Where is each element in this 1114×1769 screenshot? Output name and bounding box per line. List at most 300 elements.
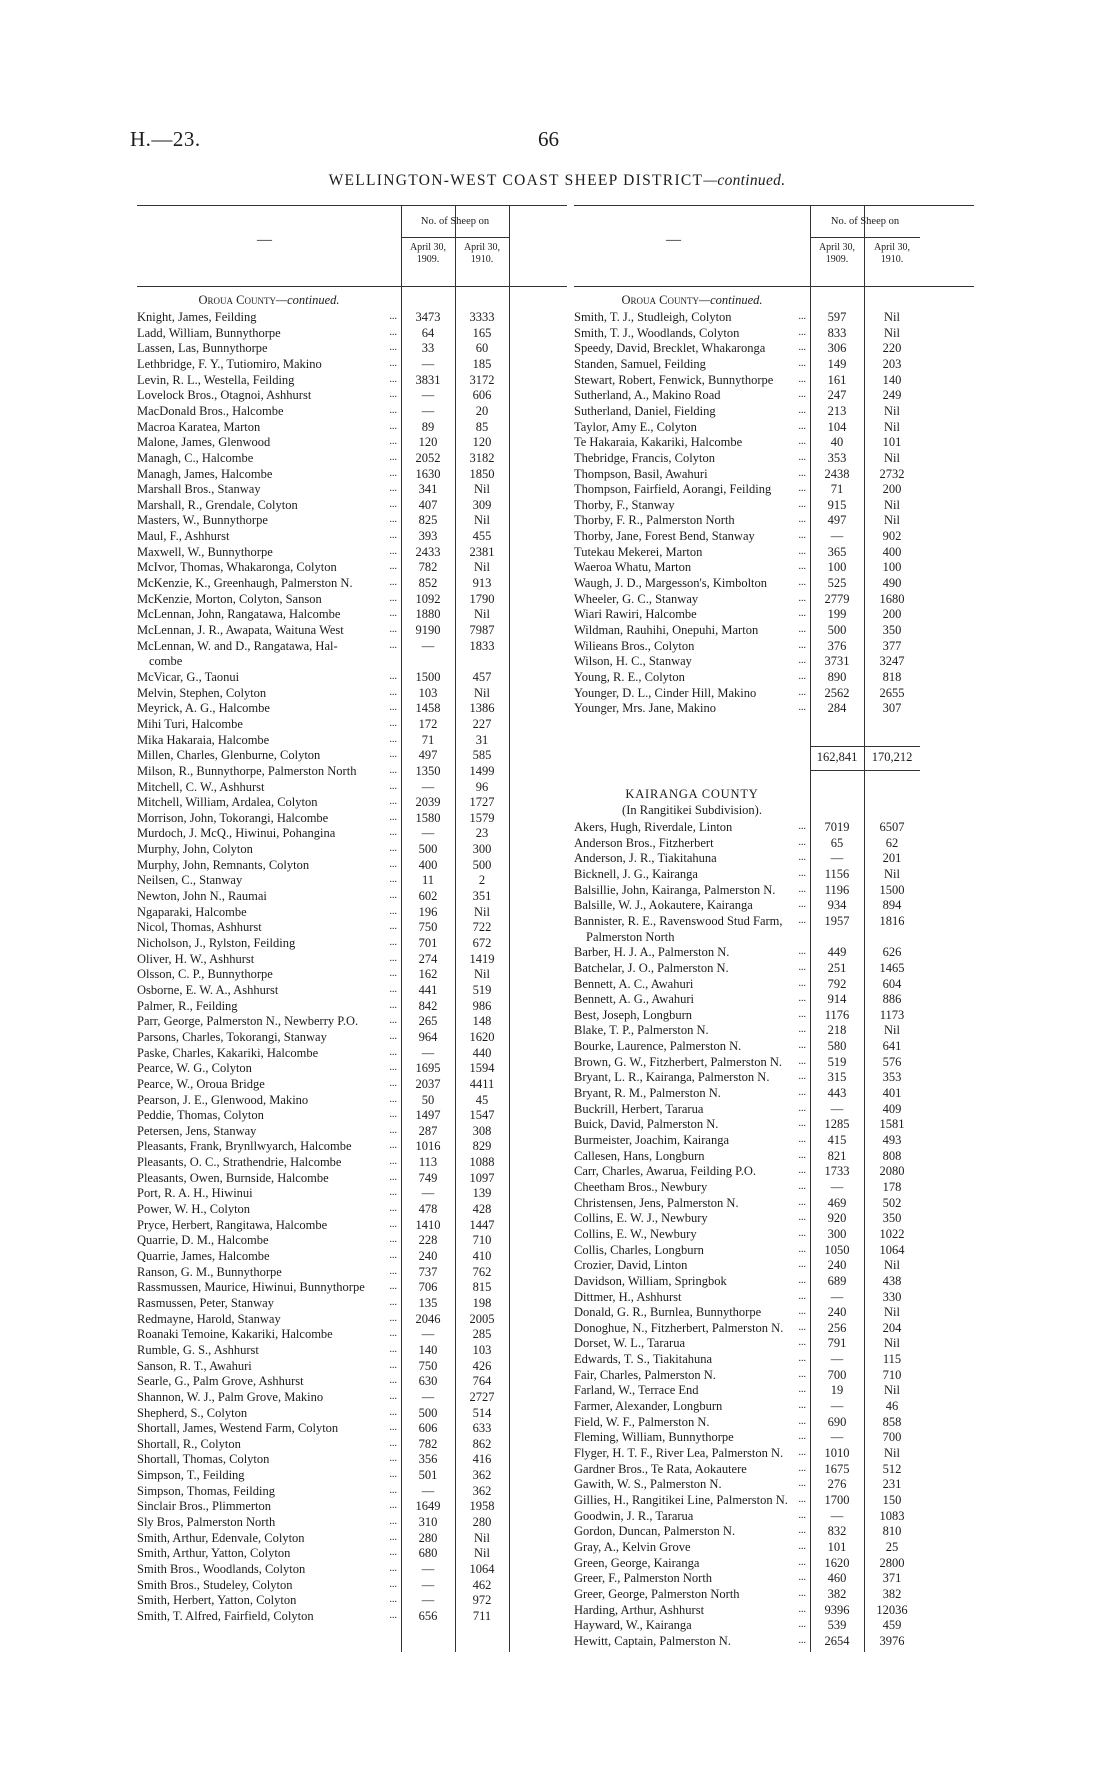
leader-dots: ...	[798, 1525, 806, 1537]
owner-name: Knight, James, Feilding	[137, 310, 257, 324]
table-row	[574, 1429, 920, 1445]
sheep-1910: 350	[882, 1211, 902, 1226]
owner-name: Paske, Charles, Kakariki, Halcombe	[137, 1045, 319, 1060]
owner-name: Murphy, John, Remnants, Colyton	[137, 857, 310, 872]
sheep-1909: 1580	[415, 810, 441, 825]
table-row	[137, 1561, 509, 1577]
owner-name: Thorby, Jane, Forest Bend, Stanway	[574, 529, 755, 544]
sheep-1909: 365	[827, 544, 847, 559]
table-row	[137, 1577, 509, 1593]
sheep-1909: 500	[418, 1405, 438, 1420]
table-row	[137, 700, 509, 716]
sheep-1909: 9190	[415, 623, 441, 637]
sheep-1910: 428	[472, 1202, 492, 1217]
owner-name: Taylor, Amy E., Colyton	[574, 419, 697, 434]
sheep-1909: —	[830, 1430, 844, 1445]
leader-dots: ...	[798, 899, 806, 911]
table-row	[137, 512, 509, 528]
sheep-1910: 200	[882, 482, 902, 497]
right-table-header	[574, 205, 974, 287]
leader-dots: ...	[798, 1040, 806, 1052]
leader-dots: ...	[389, 1250, 397, 1261]
owner-name: Crozier, David, Linton	[574, 1258, 688, 1273]
leader-dots: ...	[798, 836, 806, 848]
leader-dots: ...	[389, 436, 397, 448]
right-header-dash: —	[666, 232, 681, 248]
leader-dots: ...	[389, 373, 397, 385]
table-row	[574, 1163, 920, 1179]
table-row	[574, 1586, 920, 1602]
sheep-1910: 3182	[469, 450, 495, 465]
table-row	[137, 872, 509, 888]
sheep-1910: 818	[882, 669, 902, 684]
sheep-1909: 750	[418, 920, 438, 935]
sheep-1909: 460	[827, 1571, 847, 1586]
table-row	[574, 1382, 920, 1398]
owner-name: Harding, Arthur, Ashhurst	[574, 1602, 705, 1617]
leader-dots: ...	[389, 311, 397, 322]
sheep-1909: 218	[827, 1023, 847, 1038]
table-row	[574, 419, 920, 435]
table-row	[574, 1461, 920, 1477]
sheep-1909: —	[421, 388, 435, 403]
sheep-1909: 690	[827, 1414, 847, 1429]
sheep-1910: 20	[475, 403, 489, 418]
leader-dots: ...	[389, 1547, 397, 1559]
left-section-heading: Oroua County—continued.	[198, 293, 340, 307]
owner-name: Bannister, R. E., Ravenswood Stud Farm,	[574, 913, 783, 928]
owner-name: Waugh, J. D., Margesson's, Kimbolton	[574, 576, 768, 591]
sheep-1910: Nil	[474, 482, 490, 497]
sheep-1910: 280	[472, 1515, 492, 1530]
table-row	[137, 1608, 509, 1624]
sheep-1909: —	[830, 1352, 844, 1367]
table-row	[137, 544, 509, 560]
table-row	[137, 309, 509, 325]
owner-name: Dorset, W. L., Tararua	[574, 1336, 686, 1351]
leader-dots: ...	[389, 639, 397, 651]
owner-name: Fleming, William, Bunnythorpe	[574, 1430, 734, 1445]
sheep-1910: 576	[882, 1054, 902, 1069]
leader-dots: ...	[389, 1124, 397, 1136]
leader-dots: ...	[798, 821, 806, 832]
owner-name: Smith, Arthur, Yatton, Colyton	[137, 1546, 291, 1561]
sheep-1910: 309	[472, 497, 492, 512]
sheep-1909: 101	[827, 1539, 847, 1554]
sheep-1910: 3172	[469, 372, 495, 387]
leader-dots: ...	[389, 357, 397, 369]
sheep-1910: 200	[882, 607, 902, 622]
leader-dots: ...	[798, 1415, 806, 1427]
leader-dots: ...	[389, 530, 397, 542]
table-row	[137, 1498, 509, 1514]
sheep-1909: —	[421, 1577, 435, 1592]
sheep-1909: 1630	[415, 466, 441, 481]
leader-dots: ...	[798, 1055, 806, 1067]
table-row	[574, 1335, 920, 1351]
sheep-1909: 1675	[824, 1461, 850, 1476]
sheep-1910: Nil	[884, 866, 900, 881]
sheep-1910: 103	[472, 1342, 492, 1357]
leader-dots: ...	[389, 1437, 397, 1449]
table-row	[137, 434, 509, 450]
sheep-1910: 62	[885, 835, 899, 850]
sheep-1910: Nil	[884, 1336, 900, 1351]
sheep-1909: 172	[418, 716, 438, 731]
owner-name: Bennett, A. G., Awahuri	[574, 992, 695, 1007]
owner-name: Macroa Karatea, Marton	[137, 419, 261, 434]
sheep-1910: 2655	[879, 685, 905, 700]
sheep-1909: 2052	[415, 450, 441, 465]
leader-dots: ...	[389, 1077, 397, 1089]
sheep-1910: 711	[472, 1608, 492, 1623]
sheep-1910: Nil	[474, 685, 490, 700]
table-row	[137, 1483, 509, 1499]
owner-name: Thompson, Basil, Awahuri	[574, 466, 708, 481]
table-row	[137, 497, 509, 513]
sheep-1909: 825	[418, 513, 438, 528]
leader-dots: ...	[798, 946, 806, 958]
table-row	[574, 575, 920, 591]
leader-dots: ...	[798, 1619, 806, 1631]
leader-dots: ...	[389, 1469, 397, 1481]
sheep-1910: Nil	[884, 450, 900, 465]
owner-name: Te Hakaraia, Kakariki, Halcombe	[574, 435, 743, 450]
sheep-1909: 265	[418, 1014, 438, 1029]
sheep-1910: 351	[472, 889, 492, 904]
table-row	[137, 1013, 509, 1029]
owner-name: Collis, Charles, Longburn	[574, 1242, 704, 1257]
leader-dots: ...	[389, 389, 397, 401]
table-row	[137, 794, 509, 810]
sheep-1910: 12036	[876, 1602, 908, 1617]
sheep-1910: 1088	[469, 1155, 495, 1170]
owner-name: Wilson, H. C., Stanway	[574, 654, 692, 669]
sheep-1909: 140	[418, 1342, 438, 1357]
sheep-1910: 330	[882, 1289, 902, 1304]
leader-dots: ...	[798, 561, 806, 573]
table-row	[137, 1264, 509, 1280]
sheep-1910: 633	[472, 1421, 492, 1436]
leader-dots: ...	[798, 1337, 806, 1349]
owner-name: Parsons, Charles, Tokorangi, Stanway	[137, 1029, 327, 1044]
sheep-1910: 148	[472, 1014, 492, 1029]
table-row	[574, 1320, 920, 1336]
sheep-1909: —	[421, 356, 435, 371]
leader-dots: ...	[389, 1422, 397, 1434]
sheep-1910: 25	[885, 1539, 899, 1554]
leader-dots: ...	[798, 655, 806, 667]
sheep-1909: —	[830, 1179, 844, 1194]
sheep-1909: 356	[418, 1452, 438, 1467]
table-row	[574, 1445, 920, 1461]
owner-name: Donoghue, N., Fitzherbert, Palmerston N.	[574, 1320, 784, 1335]
sheep-1909: 300	[827, 1226, 847, 1241]
sheep-1910: Nil	[474, 1546, 490, 1561]
table-row	[574, 1116, 920, 1132]
table-row	[137, 1405, 509, 1421]
owner-name: Stewart, Robert, Fenwick, Bunnythorpe	[574, 372, 774, 387]
sheep-1910: Nil	[884, 1305, 900, 1320]
table-row	[137, 387, 509, 403]
sheep-1909: 407	[418, 497, 438, 512]
table-row	[574, 866, 920, 882]
sheep-1910: 808	[882, 1148, 902, 1163]
table-row	[574, 1022, 920, 1038]
table-row	[574, 882, 920, 898]
leader-dots: ...	[389, 624, 397, 635]
sheep-1910: 6507	[879, 820, 905, 834]
sheep-1909: 2039	[415, 795, 441, 810]
leader-dots: ...	[798, 1024, 806, 1036]
owner-name: Nicholson, J., Rylston, Feilding	[137, 936, 296, 950]
sheep-1910: 2727	[469, 1389, 495, 1404]
sheep-1909: 353	[827, 450, 847, 465]
table-row	[574, 944, 920, 960]
leader-dots: ...	[389, 858, 397, 870]
owner-name: Port, R. A. H., Hiwinui	[137, 1186, 253, 1201]
owner-name: Parr, George, Palmerston N., Newberry P.O.	[137, 1014, 359, 1029]
owner-name: Hayward, W., Kairanga	[574, 1618, 692, 1633]
sheep-1910: 829	[472, 1139, 492, 1154]
sheep-1909: 700	[827, 1367, 847, 1382]
table-row	[137, 466, 509, 482]
sheep-1910: 101	[882, 435, 902, 450]
owner-name: Quarrie, James, Halcombe	[137, 1249, 270, 1263]
owner-name: McLennan, W. and D., Rangatawa, Hal-	[137, 638, 338, 653]
leader-dots: ...	[798, 686, 806, 698]
sheep-1909: 443	[827, 1086, 847, 1101]
sheep-1909: 2046	[415, 1311, 441, 1326]
sheep-1909: 914	[827, 992, 847, 1007]
sheep-1910: 249	[882, 388, 902, 403]
owner-name: Maxwell, W., Bunnythorpe	[137, 544, 273, 559]
owner-name: Smith, T. J., Woodlands, Colyton	[574, 325, 740, 340]
owner-name: Redmayne, Harold, Stanway	[137, 1311, 281, 1326]
sheep-1909: 199	[827, 607, 847, 622]
leader-dots: ...	[389, 498, 397, 510]
owner-name: Thorby, F. R., Palmerston North	[574, 513, 735, 528]
table-row	[574, 512, 920, 528]
leader-dots: ...	[798, 852, 806, 864]
sheep-1910: Nil	[884, 513, 900, 528]
owner-name: Callesen, Hans, Longburn	[574, 1148, 705, 1163]
owner-name: Fair, Charles, Palmerston N.	[574, 1367, 716, 1382]
leader-dots: ...	[798, 1400, 806, 1412]
leader-dots: ...	[798, 639, 806, 651]
table-row	[137, 653, 509, 669]
leader-dots: ...	[798, 1290, 806, 1302]
table-row	[137, 1545, 509, 1561]
leader-dots: ...	[798, 389, 806, 401]
leader-dots: ...	[798, 357, 806, 369]
owner-name: Meyrick, A. G., Halcombe	[137, 701, 270, 716]
total-1910: 170,212	[871, 750, 913, 764]
right-section-heading: Oroua County—continued.	[621, 293, 763, 307]
owner-name: Shepherd, S., Colyton	[137, 1405, 248, 1420]
table-row	[137, 919, 509, 935]
owner-name: Best, Joseph, Longburn	[574, 1007, 693, 1022]
sheep-1909: 597	[827, 310, 847, 324]
sheep-1909: 782	[418, 560, 438, 575]
sheep-1910: 2	[478, 873, 486, 888]
leader-dots: ...	[389, 874, 397, 886]
owner-name: Gray, A., Kelvin Grove	[574, 1539, 691, 1554]
owner-name: Melvin, Stephen, Colyton	[137, 685, 267, 700]
owner-name: Younger, Mrs. Jane, Makino	[574, 701, 716, 716]
title-main: WELLINGTON-WEST COAST SHEEP DISTRICT	[328, 172, 704, 189]
sheep-1910: Nil	[884, 497, 900, 512]
sheep-1909: 103	[418, 685, 438, 700]
sheep-1909: 1050	[824, 1242, 850, 1257]
leader-dots: ...	[389, 890, 397, 902]
sheep-1909: 213	[827, 403, 847, 418]
leader-dots: ...	[389, 968, 397, 980]
table-row	[574, 1289, 920, 1305]
owner-name: Ngaparaki, Halcombe	[137, 904, 247, 919]
leader-dots: ...	[389, 717, 397, 729]
owner-name: McKenzie, Morton, Colyton, Sanson	[137, 591, 322, 606]
table-row	[574, 309, 920, 325]
leader-dots: ...	[389, 1531, 397, 1543]
sheep-1909: 1410	[415, 1217, 441, 1232]
sheep-1909: 251	[827, 960, 847, 975]
sheep-1909: 890	[827, 669, 847, 684]
sheep-1910: 3333	[469, 310, 495, 324]
sheep-1910: 85	[475, 419, 489, 434]
owner-name: Nicol, Thomas, Ashhurst	[137, 920, 262, 935]
sheep-1910: 300	[472, 842, 492, 857]
table-row	[574, 835, 920, 851]
sheep-1910: 1500	[879, 882, 905, 897]
owner-name: Osborne, E. W. A., Ashhurst	[137, 982, 279, 997]
table-row	[574, 1633, 920, 1649]
sheep-1910: 606	[472, 388, 492, 403]
table-row	[574, 544, 920, 560]
sheep-1910: 493	[882, 1133, 902, 1147]
table-row	[574, 1054, 920, 1070]
table-row	[137, 1420, 509, 1436]
owner-name: Roanaki Temoine, Kakariki, Halcombe	[137, 1327, 333, 1342]
table-row	[574, 1570, 920, 1586]
table-row	[574, 1555, 920, 1571]
leader-dots: ...	[798, 1118, 806, 1130]
sheep-1910: 710	[882, 1367, 902, 1382]
sheep-1910: 858	[882, 1414, 902, 1429]
leader-dots: ...	[798, 1353, 806, 1365]
sheep-1909: 1176	[824, 1007, 850, 1022]
owner-name: Mika Hakaraia, Halcombe	[137, 732, 270, 747]
sheep-1909: 1497	[415, 1108, 441, 1123]
sheep-1909: 630	[418, 1374, 438, 1389]
sheep-1910: 972	[472, 1593, 492, 1608]
sheep-1909: 104	[827, 419, 847, 434]
sheep-1909: —	[421, 1593, 435, 1608]
table-row	[574, 1351, 920, 1367]
table-row	[574, 1398, 920, 1414]
table-row	[574, 1523, 920, 1539]
sheep-1909: 1016	[415, 1139, 441, 1154]
table-row	[574, 897, 920, 913]
table-row	[574, 387, 920, 403]
leader-dots: ...	[389, 983, 397, 995]
sheep-1909: 469	[827, 1195, 847, 1210]
owner-name: McKenzie, K., Greenhaugh, Palmerston N.	[137, 576, 353, 591]
owner-name: Buick, David, Palmerston N.	[574, 1117, 719, 1132]
table-row	[137, 1358, 509, 1374]
sheep-1909: 501	[418, 1468, 438, 1483]
sheep-1909: —	[421, 638, 435, 653]
sheep-1910: 502	[882, 1195, 902, 1210]
sheep-1910: 60	[475, 341, 489, 356]
owner-name: Bryant, L. R., Kairanga, Palmerston N.	[574, 1070, 770, 1085]
sheep-1910: 23	[475, 826, 489, 841]
sheep-1909: 1500	[415, 669, 441, 684]
owner-name: Buckrill, Herbert, Tararua	[574, 1101, 704, 1116]
owner-name: Greer, George, Palmerston North	[574, 1586, 740, 1601]
sheep-1909: 40	[830, 435, 844, 450]
sheep-1909: 706	[418, 1280, 438, 1295]
sheep-1910: 1547	[469, 1108, 495, 1123]
sheep-1909: 135	[418, 1295, 438, 1310]
sheep-1909: 3831	[415, 372, 441, 387]
leader-dots: ...	[798, 1368, 806, 1380]
table-row	[574, 1257, 920, 1273]
table-row	[137, 1311, 509, 1327]
sheep-1909: 71	[421, 732, 435, 747]
owner-name: Lassen, Las, Bunnythorpe	[137, 341, 268, 356]
owner-name: Ranson, G. M., Bunnythorpe	[137, 1264, 282, 1279]
table-row	[137, 841, 509, 857]
sheep-1910: 203	[882, 356, 902, 371]
leader-dots: ...	[389, 1453, 397, 1465]
sheep-1909: 256	[827, 1320, 847, 1335]
table-row	[137, 763, 509, 779]
owner-name: Wiari Rawiri, Halcombe	[574, 607, 697, 622]
sheep-1910: 1790	[469, 591, 495, 606]
sheep-1910: 2800	[879, 1555, 905, 1570]
table-row	[137, 622, 509, 638]
sheep-1910: 204	[882, 1320, 902, 1335]
table-row	[137, 951, 509, 967]
table-row	[137, 1092, 509, 1108]
leader-dots: ...	[389, 1046, 397, 1058]
table-row	[574, 1273, 920, 1289]
table-row	[137, 1436, 509, 1452]
sheep-1910: 626	[882, 945, 902, 960]
sheep-1910: 231	[882, 1477, 902, 1492]
table-row	[137, 1076, 509, 1092]
owner-name: Simpson, T., Feilding	[137, 1468, 245, 1483]
sheep-1909: 964	[418, 1029, 438, 1044]
sheep-1910: 140	[882, 372, 902, 387]
sheep-1910: 410	[472, 1249, 492, 1263]
table-row	[574, 528, 920, 544]
owner-name: Sinclair Bros., Plimmerton	[137, 1499, 272, 1514]
leader-dots: ...	[798, 373, 806, 385]
left-header-1909: April 30, 1909.	[409, 242, 447, 265]
sheep-1909: 852	[418, 576, 438, 591]
sheep-1910: 96	[475, 779, 489, 794]
sheep-1909: 2654	[824, 1633, 850, 1648]
sheep-1909: 539	[827, 1618, 847, 1633]
table-row	[137, 1185, 509, 1201]
leader-dots: ...	[389, 686, 397, 698]
sheep-1909: 934	[827, 898, 847, 913]
sheep-1909: 606	[418, 1421, 438, 1436]
leader-dots: ...	[798, 311, 806, 322]
owner-name: Field, W. F., Palmerston N.	[574, 1414, 710, 1429]
